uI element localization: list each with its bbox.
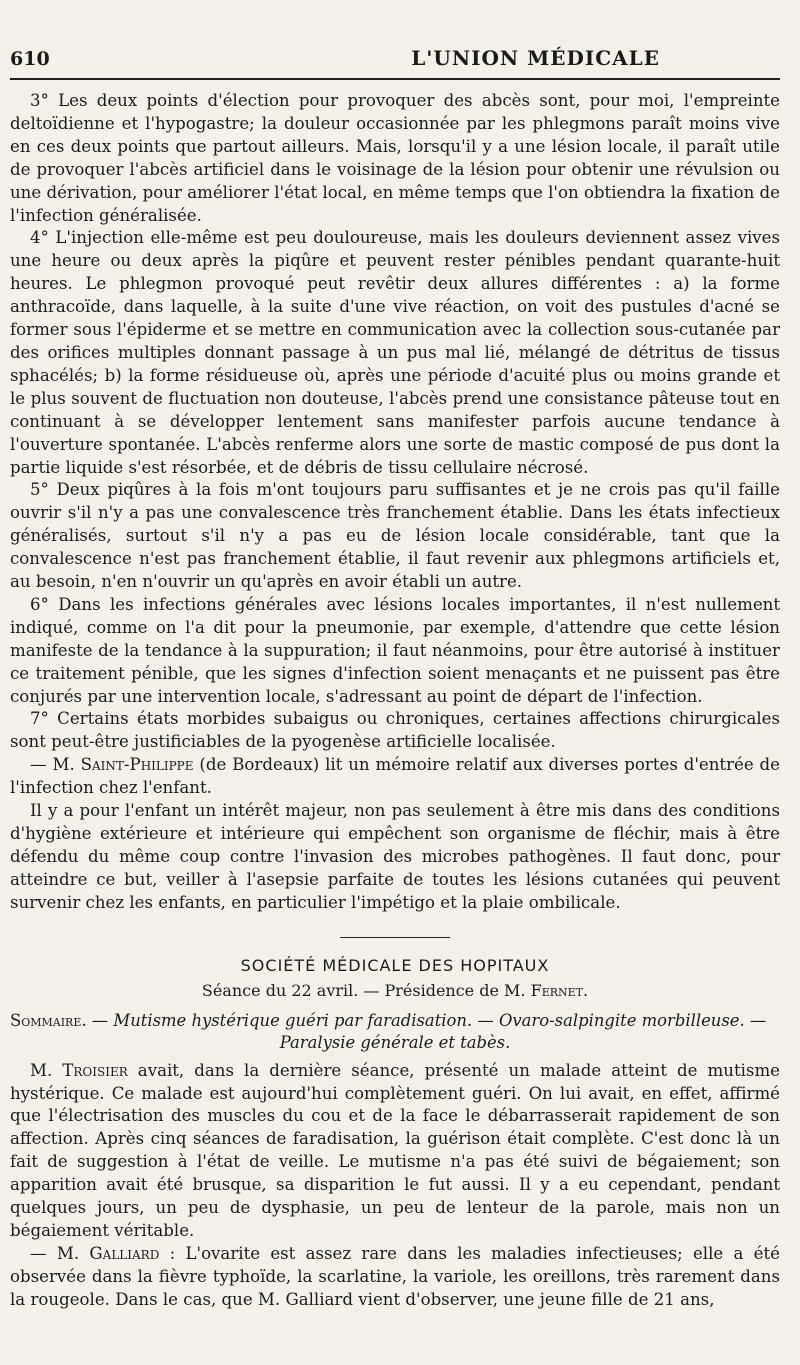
summary-dash: —	[86, 1010, 114, 1030]
summary-topics-2: Paralysie générale et tabès.	[279, 1032, 511, 1052]
society-title: SOCIÉTÉ MÉDICALE DES HOPITAUX	[240, 955, 550, 975]
paragraph-point-6: 6° Dans les infections générales avec lésions locales importantes, il n'est nullement indiqué, comme on l'a dit pour la pneumonie, par exemple, d'attendre que cette lésion manifeste de la tendance à la suppuration; il faut néanmoins, pour être autorisé à instituer ce traitement pénible, que les signes d'infection soient menaçants et ne puissent pas être conjurés par une intervention locale, s'adressant au point de départ de l'infection.	[10, 594, 780, 706]
session-end: .	[583, 980, 589, 1000]
paragraph-point-7: 7° Certains états morbides subaigus ou chroniques, certaines affections chirurgicales sont peut-être justificiables de la pyogenèse artificielle localisée.	[10, 709, 780, 752]
paragraph-point-5: 5° Deux piqûres à la fois m'ont toujours paru suffisantes et je ne crois pas qu'il faille ouvrir s'il n'y a pas une convalescence très franchement établie. Dans les états infectieux généralisés, surtout s'il n'y a pas eu de lésion locale considérable, tant que la convalescence n'est pas franchement établie, il faut revenir aux phlegmons artificiels et, au besoin, n'en n'ouvrir un qu'après en avoir établi un autre.	[10, 480, 780, 592]
summary	[10, 1010, 780, 1054]
president-name: Fernet	[530, 980, 583, 1000]
speaker-prefix: M.	[30, 1060, 63, 1080]
summary-topics-1: Mutisme hystérique guéri par faradisation. — Ovaro-salpingite morbilleuse. —	[113, 1010, 767, 1030]
paragraph-troisier	[10, 1060, 780, 1243]
session-text: Séance du 22 avril. — Présidence de M.	[201, 980, 531, 1000]
speaker-name: Saint-Philippe	[80, 755, 194, 775]
journal-title: L'UNION MÉDICALE	[411, 46, 660, 70]
paragraph-text: avait, dans la dernière séance, présenté un malade atteint de mutisme hystérique. Ce malade est aujourd'hui complètement guéri. On lui avait, en effet, affirmé que l'électrisation des muscles du cou et de la face le débarrasserait rapidement de son affection. Après cinq séances de faradisation, la guérison était complète. C'est donc là un fait de suggestion à l'état de veille. Le mutisme n'a pas été suivi de bégaiement; son apparition avait été brusque, sa disparition le fut aussi. Il y a eu cependant, pendant quelques jours, un peu de dysphasie, un peu de lenteur de la parole, mais non un bégaiement véritable.	[10, 1060, 780, 1240]
paragraph-point-3: 3° Les deux points d'élection pour provoquer des abcès sont, pour moi, l'empreinte deltoïdienne et l'hypogastre; la douleur occasionnée par les phlegmons paraît moins vive en ces deux points que partout ailleurs. Mais, lorsqu'il y a une lésion locale, il paraît utile de provoquer l'abcès artificiel dans le voisinage de la lésion pour obtenir une révulsion ou une dérivation, pour améliorer l'état local, en même temps que l'on obtiendra la fixation de l'infection généralisée.	[10, 91, 780, 225]
summary-line-1	[10, 1010, 780, 1032]
speaker-prefix: — M.	[30, 1243, 90, 1263]
paragraph-text: (de Bordeaux) lit un mémoire relatif aux diverses portes d'entrée de l'infection chez l'enfant.	[10, 755, 780, 798]
speaker-name: Galliard	[89, 1243, 160, 1263]
paragraph-galliard	[10, 1243, 780, 1312]
paragraph-text: : L'ovarite est assez rare dans les maladies infectieuses; elle a été observée dans la fièvre typhoïde, la scarlatine, la variole, les oreillons, très rarement dans la rougeole. Dans le cas, que M. Galliard vient d'observer, une jeune fille de 21 ans,	[10, 1243, 780, 1309]
speaker-name: Troisier	[62, 1060, 128, 1080]
article-body	[10, 90, 780, 915]
header-rule	[10, 78, 780, 80]
paragraph-point-4: 4° L'injection elle-même est peu douloureuse, mais les douleurs deviennent assez vives une heure ou deux après la piqûre et peuvent rester pénibles pendant quarante-huit heures. Le phlegmon provoqué peut revêtir deux allures différentes : a) la forme anthracoïde, dans laquelle, à la suite d'une vive réaction, on voit des pustules d'acné se former sous l'épiderme et se mettre en communication avec la collection sous-cutanée par des orifices multiples donnant passage à un pus mal lié, mélangé de détritus de tissus sphacélés; b) la forme résidueuse où, après une période d'acuité plus ou moins grande et le plus souvent de fluctuation non douteuse, l'abcès prend une consistance pâteuse tout en continuant à se développer lentement sans manifester parfois aucune tendance à l'ouverture spontanée. L'abcès renferme alors une sorte de mastic composé de pus dont la partie liquide s'est résorbée, et de débris de tissu cellulaire nécrosé.	[10, 228, 780, 477]
section-separator	[340, 937, 450, 938]
summary-label: Sommaire.	[10, 1010, 87, 1030]
dash-prefix: — M.	[30, 755, 81, 775]
paragraph-enfant: Il y a pour l'enfant un intérêt majeur, non pas seulement à être mis dans des conditions d'hygiène extérieure et intérieure qui empêchent son organisme de fléchir, mais à être défendu du même coup contre l'invasion des microbes pathogènes. Il faut donc, pour atteindre ce but, veiller à l'asepsie parfaite de toutes les lésions cutanées qui peuvent survenir chez les enfants, en particulier l'impétigo et la plaie ombilicale.	[10, 801, 780, 912]
page-header	[10, 46, 780, 70]
session-body	[10, 1060, 780, 1312]
page-number: 610	[10, 48, 50, 70]
paragraph-saint-philippe	[10, 754, 780, 800]
session-line	[10, 981, 780, 1000]
